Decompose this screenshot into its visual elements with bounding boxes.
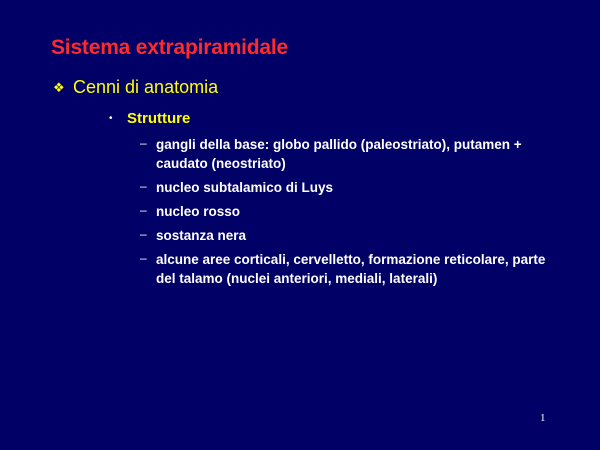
page-number: 1	[540, 412, 546, 424]
dash-bullet-icon: –	[140, 136, 147, 150]
list-item-text: gangli della base: globo pallido (paleostriato), putamen + caudato (neostriato)	[156, 137, 522, 171]
list-item	[140, 178, 560, 197]
list-item	[140, 202, 560, 221]
list-item-text: nucleo rosso	[156, 204, 241, 219]
bullet-level-2	[109, 110, 190, 127]
bullet-level-1-text: Cenni di anatomia	[73, 77, 219, 97]
dash-bullet-icon: –	[140, 251, 147, 265]
bullet-level-1	[53, 77, 218, 98]
dot-bullet-icon: •	[109, 113, 113, 124]
structure-list	[140, 135, 560, 293]
list-item-text: alcune aree corticali, cervelletto, formazione reticolare, parte del talamo (nuclei anteriori, mediali, laterali)	[156, 252, 546, 286]
dash-bullet-icon: –	[140, 203, 147, 217]
diamond-bullet-icon: ❖	[53, 79, 65, 95]
dash-bullet-icon: –	[140, 179, 147, 193]
list-item	[140, 135, 560, 173]
bullet-level-2-text: Strutture	[127, 110, 191, 127]
dash-bullet-icon: –	[140, 227, 147, 241]
list-item-text: nucleo subtalamico di Luys	[156, 180, 334, 195]
list-item	[140, 250, 560, 288]
list-item	[140, 226, 560, 245]
list-item-text: sostanza nera	[156, 228, 247, 243]
slide-title: Sistema extrapiramidale	[51, 36, 289, 59]
